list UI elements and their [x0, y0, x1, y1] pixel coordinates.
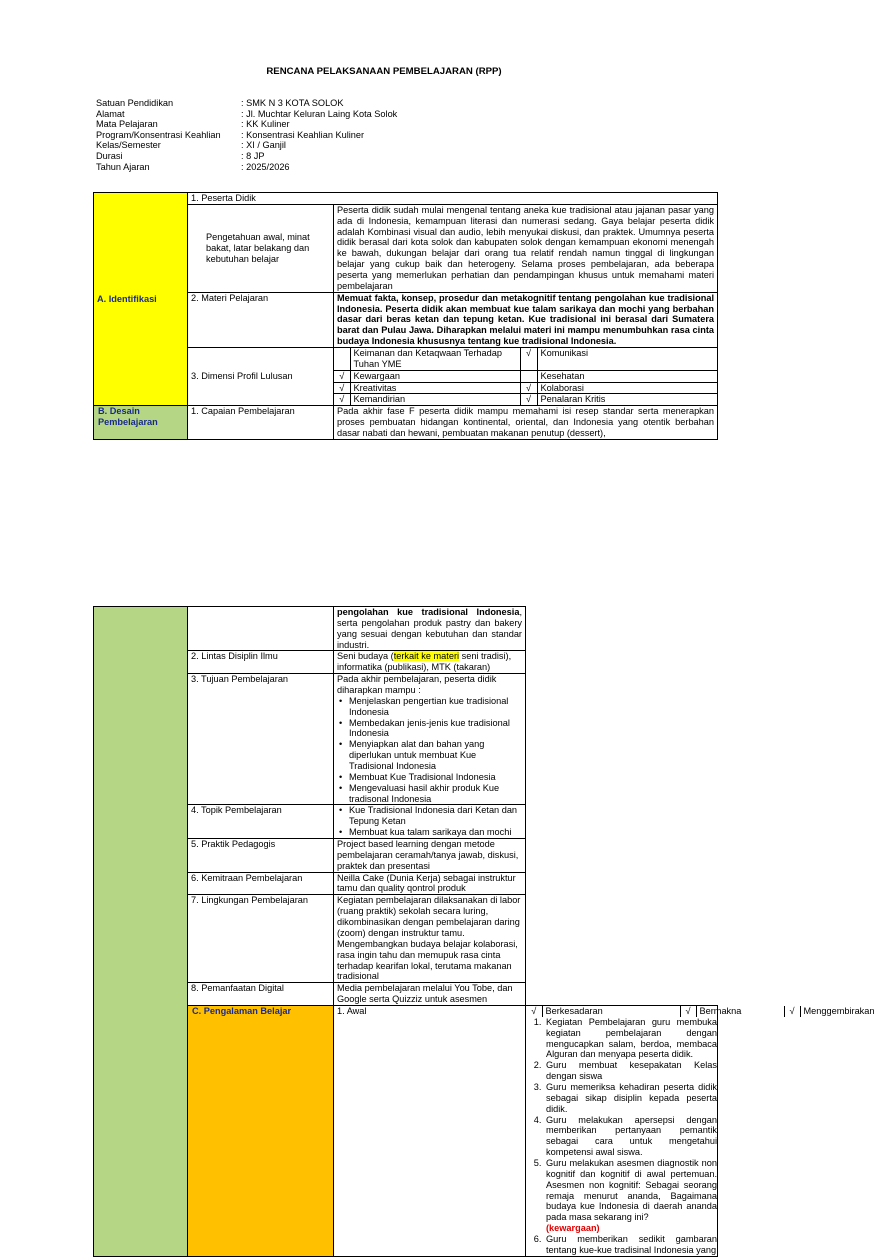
lintas-highlight: terkait ke materi: [393, 651, 460, 662]
dimensi-check: √: [334, 394, 350, 405]
lingkungan-label: 7. Lingkungan Pembelajaran: [188, 895, 334, 983]
meta-row: [96, 130, 696, 141]
materi-text: Memuat fakta, konsep, prosedur dan metakognitif tentang pengolahan kue tradisional Indonesia. Peserta didik akan membuat kue talam sarikaya dan mochi yang berbahan dasar dari beras ketan dan tepung ketan. Kue tradisional ini berasal dari Sumatera barat dan Pulau Jawa. Diharapkan melalui materi ini mampu menumbuhkan rasa cinta budaya Indonesia khususnya tentang kue tradisional Indonesia.: [334, 292, 718, 347]
dimensi-label: 3. Dimensi Profil Lulusan: [188, 348, 334, 406]
meta-row: [96, 162, 696, 173]
kemitraan-label: 6. Kemitraan Pembelajaran: [188, 872, 334, 895]
dimensi-item: Kolaborasi: [537, 382, 717, 394]
dimensi-check: √: [334, 382, 350, 394]
identity-block: [96, 98, 696, 172]
meta-row: [96, 109, 696, 120]
step-5-text: Guru melakukan asesmen diagnostik non kognitif dan kognitif di awal pertemuan. Asesmen non kognitif: Sebagai seorang remaja menurut ananda, Bagaimana budaya kue Indonesia di daerah ananda pada masa sekarang ini?: [546, 1157, 717, 1223]
dimensi-check: [520, 370, 537, 382]
section-b-label: B. Desain Pembelajaran: [94, 406, 188, 440]
awal-steps: [526, 1017, 717, 1256]
list-item: • Menyiapkan alat dan bahan yang diperlukan untuk membuat Kue Tradisional Indonesia: [349, 739, 522, 772]
tujuan-intro: Pada akhir pembelajaran, peserta didik diharapkan mampu :: [337, 674, 497, 696]
list-item: • Membuat kua talam sarikaya dan mochi: [349, 827, 522, 838]
lintas-pre: Seni budaya (: [337, 651, 394, 662]
dimensi-item: Kreativitas: [350, 382, 520, 394]
topik-label: 4. Topik Pembelajaran: [188, 805, 334, 839]
digital-text: Media pembelajaran melalui You Tobe, dan Google serta Quizziz untuk asesmen: [334, 983, 526, 1006]
dimensi-item: Kewargaan: [350, 370, 520, 382]
materi-label: 2. Materi Pelajaran: [188, 292, 334, 347]
kemitraan-text: Neilla Cake (Dunia Kerja) sebagai instruktur tamu dan quality qontrol produk: [334, 872, 526, 895]
tujuan-label: 3. Tujuan Pembelajaran: [188, 674, 334, 805]
dimensi-grid: [334, 348, 718, 406]
meta-label: Program/Konsentrasi Keahlian: [96, 129, 221, 140]
dimensi-item: Kesehatan: [537, 370, 717, 382]
lingkungan-text: Kegiatan pembelajaran dilaksanakan di labor (ruang praktik) sekolah secara luring, dikombinasikan dengan pembelajaran daring (zoom) dengan instruktur tamu. Mengembangkan budaya belajar kolaborasi, rasa ingin tahu dan memupuk rasa cinta terhadap kearifan lokal, terutama makanan tradisional: [334, 895, 526, 983]
meta-row: [96, 151, 696, 162]
tujuan-cell: [334, 674, 526, 805]
dimensi-item: Keimanan dan Ketaqwaan Terhadap Tuhan YME: [350, 348, 520, 370]
lintas-post: seni tradisi), informatika (publikasi), MTK (takaran): [337, 651, 512, 673]
dimensi-item: Penalaran Kritis: [537, 394, 717, 405]
prinsip-check: √: [680, 1006, 696, 1017]
meta-value: : Jl. Muchtar Keluran Laing Kota Solok: [241, 108, 398, 119]
section-a-label: A. Identifikasi: [94, 193, 188, 406]
list-item: 4. Guru melakukan apersepsi dengan memberikan pertanyaan pemantik sebagai cara untuk mengetahui kompetensi awal siswa.: [544, 1115, 717, 1158]
meta-value: : 2025/2026: [241, 161, 290, 172]
topik-list: [337, 805, 522, 838]
section-c-label: C. Pengalaman Belajar: [188, 1005, 334, 1256]
dimensi-check: √: [520, 348, 537, 370]
capaian-continued: [334, 607, 526, 651]
lintas-text: [334, 651, 526, 674]
tujuan-list: [337, 696, 522, 805]
meta-label: Satuan Pendidikan: [96, 98, 174, 108]
dimensi-check: √: [334, 370, 350, 382]
capaian-text: Pada akhir fase F peserta didik mampu memahami isi resep standar serta menerapkan proses pembuatan hidangan kontinental, oriental, dan Indonesia yang otentik berbahan dasar nabati dan hewani, pembuatan makanan penutup (dessert),: [334, 406, 718, 440]
prinsip-grid: √ Berkesadaran √ Bermakna √ Menggembirakan: [526, 1006, 800, 1017]
dimensi-check: √: [520, 394, 537, 405]
list-item: 6. Guru memberikan sedikit gambaran tentang kue-kue tradisinal Indonesia yang: [544, 1234, 717, 1256]
awal-cell: [526, 1005, 875, 1256]
praktik-text: Project based learning dengan metode pembelajaran ceramah/tanya jawab, diskusi, praktek dan presentasi: [334, 839, 526, 873]
prinsip-check: √: [526, 1006, 542, 1017]
list-item: • Menjelaskan pengertian kue tradisional Indonesia: [349, 696, 522, 718]
digital-label: 8. Pemanfaatan Digital: [188, 983, 334, 1006]
meta-value: : XI / Ganjil: [241, 140, 286, 151]
meta-label: Kelas/Semester: [96, 140, 161, 151]
dimensi-check: [334, 348, 350, 370]
awal-label: 1. Awal: [334, 1005, 526, 1256]
list-item: 1. Kegiatan Pembelajaran guru membuka kegiatan pembelajaran dengan mengucapkan salam, berdoa, membaca Alguran dan menyapa peserta didik.: [544, 1017, 717, 1060]
prinsip-check: √: [784, 1006, 800, 1017]
dimensi-check: √: [520, 382, 537, 394]
prinsip-label: Bermakna: [696, 1006, 784, 1017]
page-title: RENCANA PELAKSANAAN PEMBELAJARAN (RPP): [266, 66, 502, 77]
meta-row: [96, 140, 696, 151]
list-item: 2. Guru membuat kesepakatan Kelas dengan siswa: [544, 1060, 717, 1082]
list-item: • Membuat Kue Tradisional Indonesia: [349, 772, 522, 783]
lintas-label: 2. Lintas Disiplin Ilmu: [188, 651, 334, 674]
topik-cell: [334, 805, 526, 839]
dimensi-item: Kemandirian: [350, 394, 520, 405]
empty-cell: [188, 607, 334, 651]
praktik-label: 5. Praktik Pedagogis: [188, 839, 334, 873]
meta-label: Mata Pelajaran: [96, 119, 158, 130]
prinsip-label: Berkesadaran: [542, 1006, 680, 1017]
list-item: 3. Guru memeriksa kehadiran peserta didik sebagai sikap disiplin kepada peserta didik.: [544, 1082, 717, 1115]
kewargaan-tag: (kewargaan): [546, 1223, 600, 1234]
meta-value: : 8 JP: [241, 150, 265, 161]
meta-label: Alamat: [96, 108, 125, 119]
list-item: • Membedakan jenis-jenis kue tradisional Indonesia: [349, 718, 522, 740]
meta-value: : KK Kuliner: [241, 119, 290, 130]
peserta-didik-heading: 1. Peserta Didik: [188, 193, 718, 205]
meta-label: Tahun Ajaran: [96, 161, 150, 172]
capaian-cont-rest: , serta pengolahan produk pastry dan bakery yang sesuai dengan kebutuhan dan standar industri.: [337, 607, 522, 650]
pengetahuan-label: Pengetahuan awal, minat bakat, latar belakang dan kebutuhan belajar: [188, 204, 334, 292]
list-item: [544, 1158, 717, 1234]
pengetahuan-text: Peserta didik sudah mulai mengenal tentang aneka kue tradisional atau jajanan pasar yang ada di Indonesia, kemampuan literasi dan numerasi sedang. Gaya belajar peserta didik adalah Kombinasi visual dan audio, lebih menyukai diskusi, dan praktek. Umumnya peserta didik berasal dari kota solok dan kabupaten solok dengan kemampuan ekonomi menengah ke bawah, dukungan belajar dari orang tua relatif rendah namun tinggal di lingkungan belajar yang cukup baik dan heterogeny. Selama proses pembelajaran, ada beberapa peserta yang memerlukan perhatian dan pendampingan khusus untuk memahami materi pembelajaran: [334, 204, 718, 292]
capaian-label: 1. Capaian Pembelajaran: [188, 406, 334, 440]
rpp-table-page-1: [93, 192, 718, 440]
rpp-table-page-2: [93, 606, 875, 1257]
list-item: • Mengevaluasi hasil akhir produk Kue tradisonal Indonesia: [349, 783, 522, 805]
meta-row: [96, 119, 696, 130]
dimensi-item: Komunikasi: [537, 348, 717, 370]
capaian-cont-bold: pengolahan kue tradisional Indonesia: [337, 607, 520, 617]
list-item: • Kue Tradisional Indonesia dari Ketan dan Tepung Ketan: [349, 805, 522, 827]
section-b-continued: [94, 607, 188, 1257]
meta-value: : Konsentrasi Keahlian Kuliner: [241, 129, 365, 140]
meta-row: [96, 98, 696, 109]
meta-value: : SMK N 3 KOTA SOLOK: [241, 98, 344, 108]
meta-label: Durasi: [96, 150, 123, 161]
